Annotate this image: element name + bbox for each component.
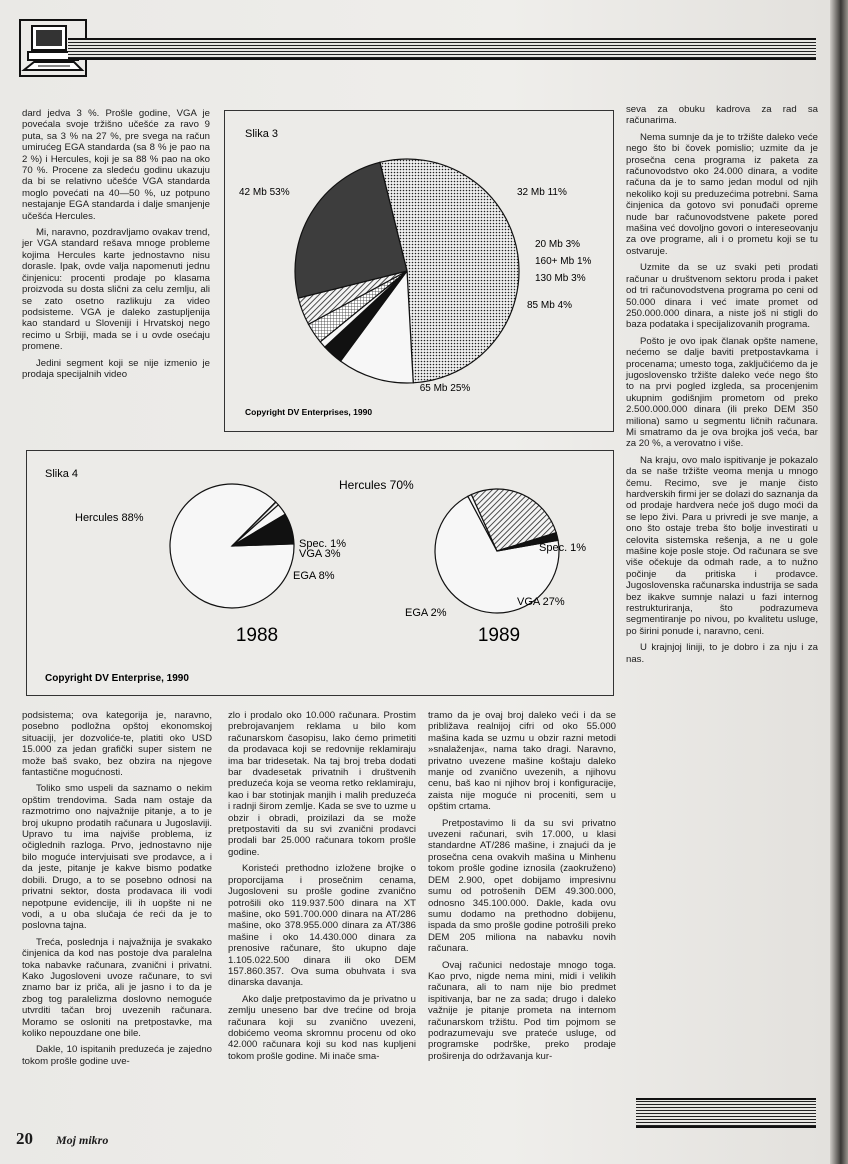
slice-label: EGA 8%	[293, 570, 335, 582]
figure-3	[224, 110, 614, 432]
slice-label: 65 Mb 25%	[419, 383, 471, 394]
slice-label: 42 Mb 53%	[239, 187, 290, 198]
figure-copyright: Copyright DV Enterprise, 1990	[45, 673, 189, 684]
paragraph: Jedini segment koji se nije izmenio je prodaja specijalnih video	[22, 357, 210, 380]
paragraph: Toliko smo uspeli da saznamo o nekim opštim trendovima. Sada nam ostaje da razmotrimo ono najvažnije pitanje, a to je broj ukupno prodatih računara u Jugoslaviji. Upravo tu ima najviše problema, iz očiglednih razloga. Prvo, jednostavno nije bilo moguće intervjuisati sve prodavce, a i da jeste, pitanje je kakve bismo podatke dobili. Drugo, a to se posebno odnosi na privatni sektor, dosta prodavaca ili vodi nepotpune evidencije, ili ih uopšte ni ne vodi, a u oba slučaja će reći da je to poslovna tajna.	[22, 783, 212, 932]
paragraph: Ovaj računici nedostaje mnogo toga. Kao prvo, nigde nema mini, midi i velikih računara, ali to nam nije bio predmet ispitivanja, bar ne za sada; drugo i daleko važnije je pitanje prometa na internom računarskom tržištu. Pod tim pojmom se podrazumevaju sve prateće usluge, od programske podrške, preko prodaje proširenja do održavanja kur-	[428, 959, 616, 1062]
slice-label: VGA 27%	[517, 596, 565, 608]
paragraph: Pošto je ovo ipak članak opšte namene, nećemo se dalje baviti pretpostavkama i procenama; umesto toga, zaključićemo da je jugoslovensko tržište daleko veće nego što to na prvi pogled izgleda, sa procenjenim ukupnim godišnjim prometom od preko 2.500.000.000 dinara (ili preko DEM 350 miliona) samo u segmentu ličnih računara. Mi smatramo da je ova brojka još veća, bar za 20 %, a verovatno i više.	[626, 335, 818, 450]
paragraph: Treća, poslednja i najvažnija je svakako činjenica da kod nas postoje dva paralelna toka nabavke računara, zvanični i privatni. Kako Jugosloveni uvoze računare, to svi znamo bar iz priča, ali je jasno i to da je zbog tog paralelizma doslovno nemoguće utvrditi tačan broj uvezenih računara. Moramo se osloniti na pretpostavke, ma koliko nepouzdane one bile.	[22, 936, 212, 1039]
figure-caption: Slika 4	[45, 468, 79, 480]
paragraph: tramo da je ovaj broj daleko veći i da se približava realnijoj cifri od oko 55.000 mašina kada se uzmu u obzir razni metodi »snalaženja«, nama tako dragi. Naravno, privatno uvezene mašine koštaju daleko manje od zvanično uvezenih, a njihovu cenu, baš kao ni njihov broj i konfiguracije, zaista nije moguće ni proceniti, sem u opštim crtama.	[428, 710, 616, 813]
magazine-name: Moj mikro	[56, 1133, 109, 1147]
slice-label: Spec. 1%	[539, 542, 587, 554]
column-top-left	[22, 108, 210, 385]
pie-chart-fig3	[225, 111, 613, 431]
column-right	[626, 104, 818, 670]
page-edge	[830, 0, 848, 1164]
figure-caption: Slika 3	[245, 128, 279, 140]
slice-label: 130 Mb 3%	[535, 273, 586, 284]
paragraph: dard jedva 3 %. Prošle godine, VGA je povećala svoje tržišno učešće za ravo 9 puta, sa 3 % na 27 %, pre svega na račun umirućeg EGA standarda (sa 8 % je pao na 2 %) i Hercules, koji je sa 88 % pao na oko 70 %. Procene za sledeću godinu ukazuju da bi se relativno učešće VGA standarda moglo povećati na 40—50 %, uz potpuno nestajanje EGA standarda i dalje smanjenje učešća Hercules.	[22, 108, 210, 222]
pie-charts-fig4	[27, 451, 613, 695]
slice-label: EGA 2%	[405, 607, 447, 619]
slice-label: Hercules 88%	[75, 512, 144, 524]
paragraph: zlo i prodalo oko 10.000 računara. Prostim prebrojavanjem reklama u bilo kom računarskom časopisu, lako ćemo primetiti da prodavaca koji se redovnije reklamiraju ima bar tridesetak. Na taj broj treba dodati bar dvadesetak privatnih i društvenih preduzeća koja se veoma retko reklamiraju, kao i bar stotinjak manjih i malih preduzeća i radnji širom zemlje. Kada se sve to uzme u obzir i obradi, proizilazi da se može pretpostaviti da su svi zvanični prodavci prodali bar 25.000 računara tokom prošle godine.	[228, 710, 416, 858]
slice-label: 32 Mb 11%	[517, 187, 567, 198]
paragraph: Koristeći prethodno izložene brojke o proporcijama i prosečnim cenama, Jugosloveni su prošle godine zvanično potrošili oko 119.937.500 dinara na XT mašine, oko 591.700.000 dinara na AT/286 mašine, oko 378.955.000 dinara za AT/386 mašine i oko 14.430.000 dinara za prenosive računare, što ukupno daje 1.105.022.500 dinara ili oko DEM 157.860.357. Ova suma obuhvata i sva dinarska davanja.	[228, 863, 416, 989]
slice-label: Spec. 1%	[299, 538, 347, 550]
slice-label: 85 Mb 4%	[527, 300, 573, 311]
header-rule	[68, 38, 816, 60]
slice-label: 20 Mb 3%	[535, 239, 581, 250]
column-bottom-2	[228, 710, 416, 1067]
paragraph: Mi, naravno, pozdravljamo ovakav trend, jer VGA standard rešava mnoge probleme kojima Hercules karte jednostavno nisu dorasle. Ipak, ovde valja napomenuti jednu činjenicu: procenti prodaje po klasama proizvoda su dosta slični za celu zemlju, ali se zato osetno razlikuju za video podsisteme. VGA je daleko zastupljenija kao standard u Sloveniji i Hrvatskoj nego recimo u Srbiji, mada se i u ovde osećaju promene.	[22, 227, 210, 353]
paragraph: U krajnjoj liniji, to je dobro i za nju i za nas.	[626, 642, 818, 665]
pie-year-label: 1988	[235, 625, 279, 646]
figure-copyright: Copyright DV Enterprises, 1990	[245, 407, 373, 417]
pie-year-label: 1989	[477, 625, 521, 646]
footer-rule	[636, 1098, 816, 1128]
slice-label: 160+ Mb 1%	[535, 256, 592, 267]
figure-4	[26, 450, 614, 696]
column-bottom-1	[22, 710, 212, 1072]
slice-label: Hercules 70%	[339, 478, 414, 492]
paragraph: Nema sumnje da je to tržište daleko veće nego što bi čovek pomislio; uzmite da je prosečna cena programa iz paketa za računovodstvo oko 24.000 dinara, a vodite računa da je to samo jedan modul od njih nekoliko koji su preduzećima potrebni. Sama činjenica da gotovo svi ponuđači opreme nude bar računovodstvene pakete pored mašina već dovoljno govori o intereseovanju za ove programe, ali i o prometu koji se tu ostvaruje.	[626, 131, 818, 257]
paragraph: Dakle, 10 ispitanih preduzeća je zajedno tokom prošle godine uve-	[22, 1044, 212, 1067]
paragraph: podsistema; ova kategorija je, naravno, posebno podložna opštoj ekonomskoj situaciji, jer dozvoliće-te, platiti oko USD 15.000 za jedan grafički super sistem ne može baš svako, bez obzira na njegove fantastične mogućnosti.	[22, 710, 212, 779]
paragraph: Na kraju, ovo malo ispitivanje je pokazalo da se naše tržište veoma menja u mnogo čemu. Recimo, sve je manje čisto hardverskih firmi jer se dolazi do saznanja da od prodaje hardvera neće još dugo moći da se lepo živi. Para u privredi je sve manje, a ono što ostaje treba što bolje investirati u celovita sistemska rešenja, a ne u gole mašine koje posle stoje. Od računara se sve više očekuje da odmah rade, a to nužno počinje da pritiska i prodavce. Jugoslovenska računarska industrija se sada bez ikakve sumnje nalazi u fazi internog restrukturiranja, što podrazumeva segmentiranje po nivou, po kvalitetu usluge, po širini ponude i, naravno, ceni.	[626, 454, 818, 637]
column-bottom-3	[428, 710, 616, 1067]
page-number: 20	[16, 1129, 33, 1148]
paragraph: Uzmite da se uz svaki peti prodati računar u društvenom sektoru proda i paket od tri računovodstvena programa po ceni od 50.000 dinara i već imate promet od 250.000.000 dinara, a niste još ni stigli do baza podataka i specijalizovanih programa.	[626, 262, 818, 331]
paragraph: Pretpostavimo li da su svi privatno uvezeni računari, svih 17.000, u klasi standardne AT/286 mašine, i znajući da je prosečna cena ovakvih mašina u Minhenu tokom prošle godine iznosila (zaokruženo) DEM 2.900, opet dobijamo impresivnu sumu od potrošenih DEM 49.300.000, odnosno 345.100.000. Dakle, kada ovu sumu dodamo na prethodno dobijenu, ispada da smo prošle godine potrošili preko DEM 205 miliona na nabavku novih računara.	[428, 817, 616, 955]
slice-label: VGA 3%	[299, 548, 341, 560]
paragraph: Ako dalje pretpostavimo da je privatno u zemlju uneseno bar dve trećine od broja računara koji su zvanično uvezeni, dobićemo veoma skromnu procenu od oko 42.000 računara koji su kod nas kupljeni tokom prošle godine. Mi inače sma-	[228, 993, 416, 1062]
paragraph: seva za obuku kadrova za rad sa računarima.	[626, 104, 818, 127]
